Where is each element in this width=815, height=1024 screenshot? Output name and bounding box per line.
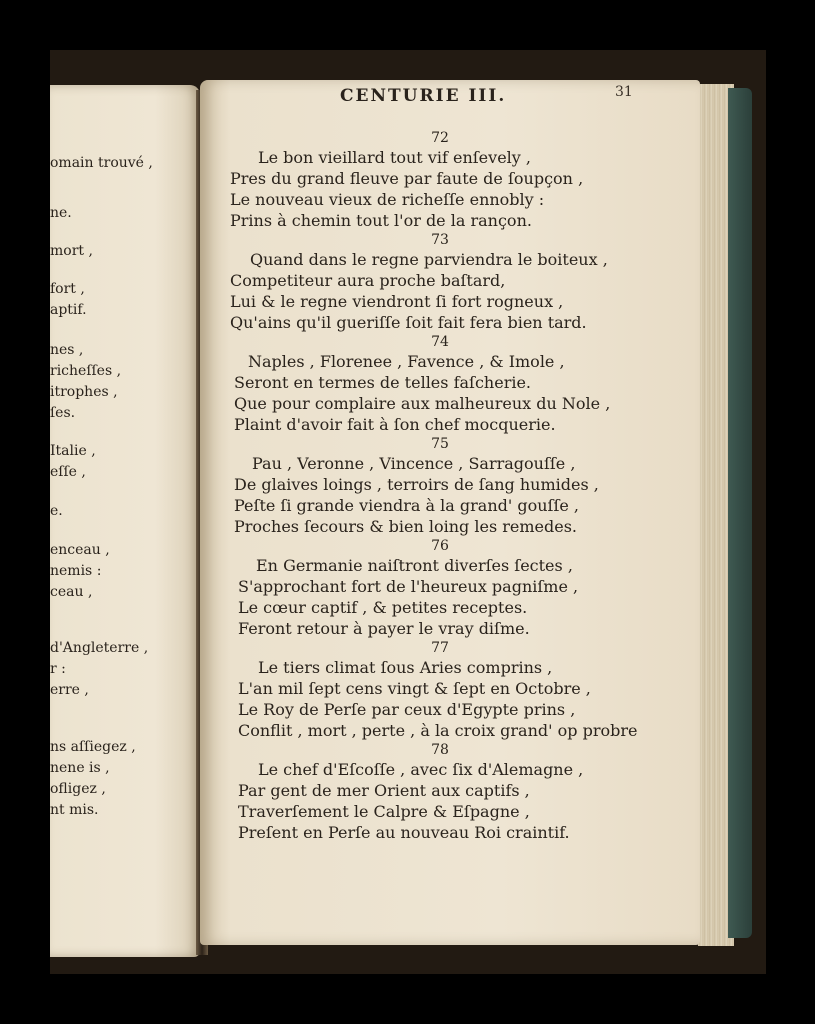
left-line: enceau , (50, 542, 110, 558)
verse-line: Lui & le regne viendront ſi fort rogneux , (230, 292, 564, 311)
verse-line: Peſte ſi grande viendra à la grand' gouſſe , (234, 496, 580, 515)
left-line: aptif. (50, 302, 87, 318)
left-line: fort , (50, 281, 85, 297)
left-line: ceau , (50, 584, 93, 600)
verse-line: Prins à chemin tout l'or de la rançon. (230, 211, 532, 230)
verse-line: Naples , Florenee , Favence , & Imole , (248, 352, 565, 371)
verse-line: Que pour complaire aux malheureux du Nole , (234, 394, 611, 413)
verse-line: Seront en termes de telles faſcherie. (234, 373, 532, 392)
left-line: ſes. (50, 405, 76, 421)
left-line: nene is , (50, 760, 110, 776)
book-cover-edge (728, 88, 752, 938)
left-line: e. (50, 503, 63, 519)
left-page (50, 85, 200, 957)
left-line: nes , (50, 342, 84, 358)
book-photo (50, 50, 766, 974)
verse-line: Feront retour à payer le vray diſme. (238, 619, 530, 638)
left-line: erre , (50, 682, 89, 698)
verse-line: Le tiers climat ſous Aries comprins , (258, 658, 553, 677)
quatrain-number: 75 (431, 436, 449, 452)
verse-line: Pres du grand fleuve par faute de ſoupçon , (230, 169, 584, 188)
left-line: r : (50, 661, 66, 677)
left-line: richeſſes , (50, 363, 122, 379)
verse-line: Le Roy de Perſe par ceux d'Egypte prins , (238, 700, 576, 719)
verse-line: En Germanie naiſtront diverſes ſectes , (256, 556, 573, 575)
verse-line: S'approchant fort de l'heureux pagniſme , (238, 577, 579, 596)
left-line: nt mis. (50, 802, 99, 818)
quatrain-number: 77 (431, 640, 449, 656)
left-line: eſſe , (50, 464, 86, 480)
left-line: ofligez , (50, 781, 106, 797)
verse-line: Le nouveau vieux de richeſſe ennobly : (230, 190, 545, 209)
page-header: CENTURIE III. (340, 86, 507, 106)
verse-line: Le cœur captif , & petites receptes. (238, 598, 528, 617)
left-line: ne. (50, 205, 72, 221)
page-number: 31 (615, 84, 633, 100)
quatrain-number: 72 (431, 130, 449, 146)
quatrain-number: 74 (431, 334, 449, 350)
verse-line: Quand dans le regne parviendra le boiteux , (250, 250, 608, 269)
verse-line: Qu'ains qu'il gueriſſe ſoit fait fera bien tard. (230, 313, 587, 332)
left-line: omain trouvé , (50, 155, 153, 171)
left-line: nemis : (50, 563, 102, 579)
quatrain-number: 73 (431, 232, 449, 248)
left-line: itrophes , (50, 384, 118, 400)
left-line: ns aſſiegez , (50, 739, 136, 755)
verse-line: De glaives loings , terroirs de ſang humides , (234, 475, 599, 494)
quatrain-number: 76 (431, 538, 449, 554)
verse-line: Le chef d'Eſcoſſe , avec ſix d'Alemagne , (258, 760, 584, 779)
verse-line: Traverſement le Calpre & Eſpagne , (238, 802, 530, 821)
verse-line: Par gent de mer Orient aux captifs , (238, 781, 530, 800)
verse-line: Competiteur aura proche baſtard, (230, 271, 506, 290)
verse-line: Plaint d'avoir fait à ſon chef mocquerie. (234, 415, 556, 434)
verse-line: L'an mil ſept cens vingt & ſept en Octobre , (238, 679, 591, 698)
verse-line: Proches ſecours & bien loing les remedes. (234, 517, 578, 536)
verse-line: Le bon vieillard tout vif enſevely , (258, 148, 531, 167)
verse-line: Preſent en Perſe au nouveau Roi craintif. (238, 823, 570, 842)
verse-line: Conflit , mort , perte , à la croix grand' op probre (238, 721, 638, 740)
verse-line: Pau , Veronne , Vincence , Sarragouſſe , (252, 454, 576, 473)
left-line: d'Angleterre , (50, 640, 149, 656)
left-line: Italie , (50, 443, 96, 459)
quatrain-number: 78 (431, 742, 449, 758)
left-line: mort , (50, 243, 93, 259)
